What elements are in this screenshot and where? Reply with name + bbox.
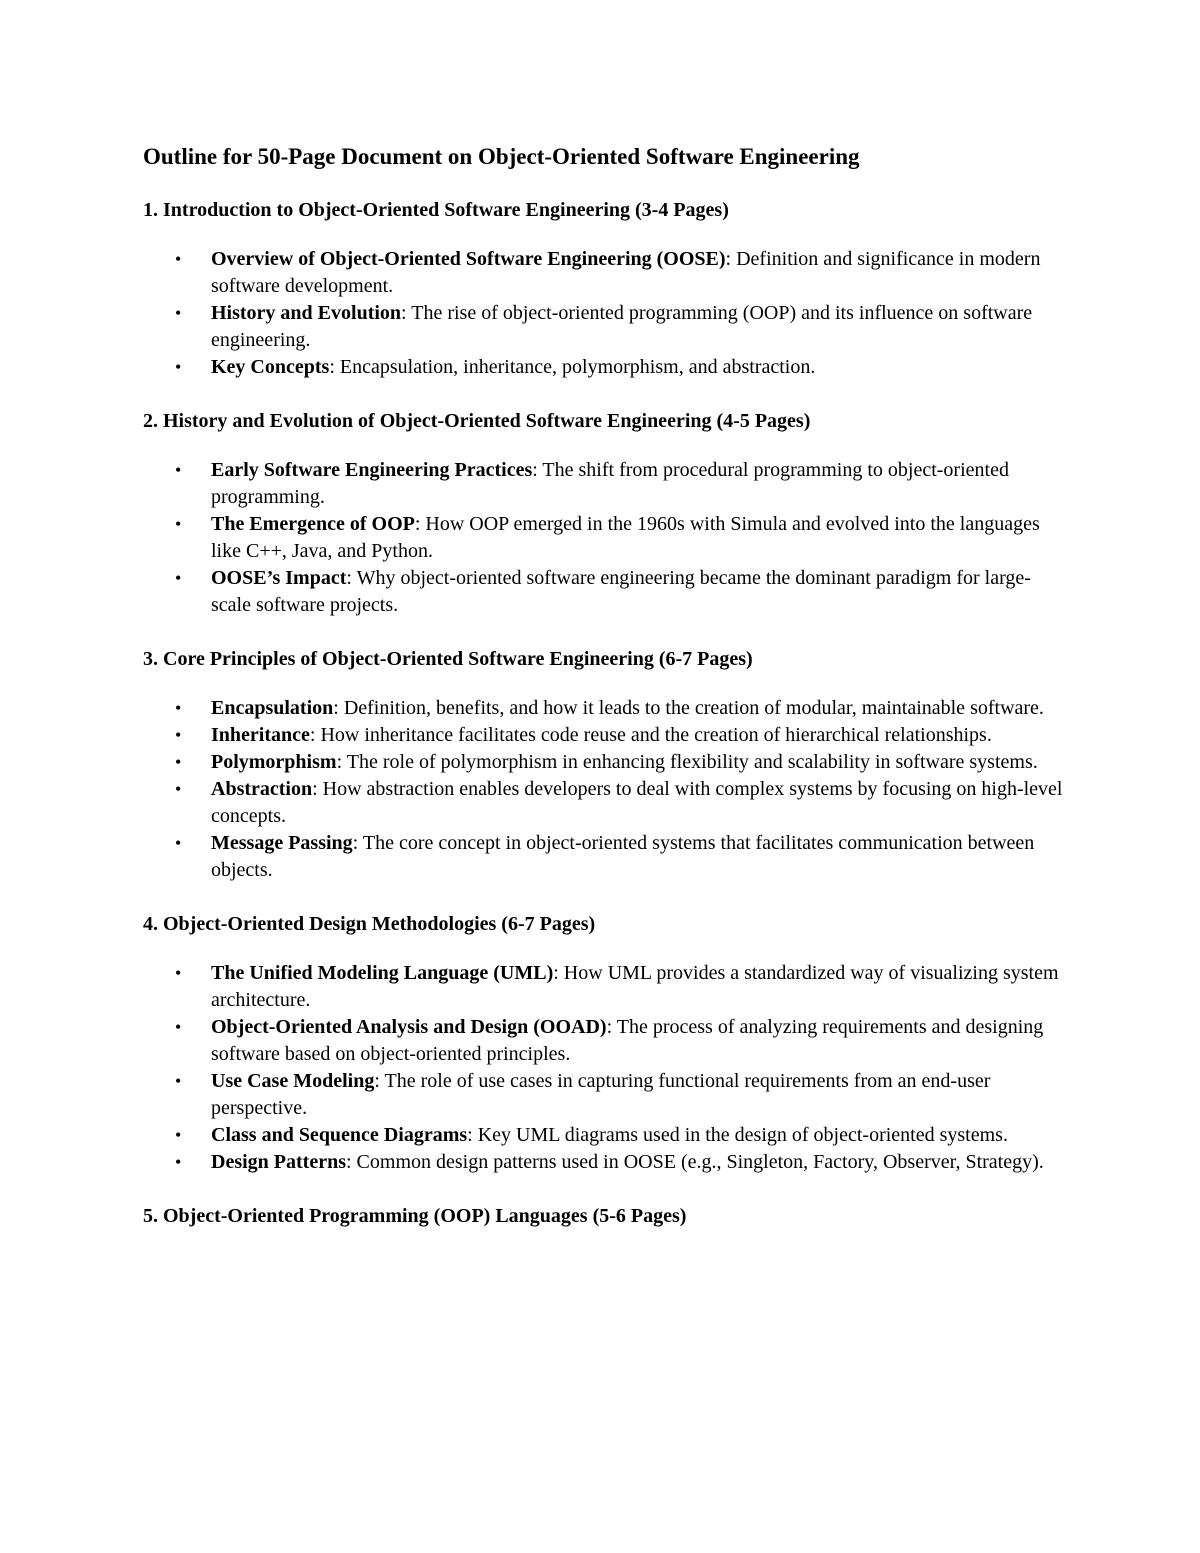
item-description: : Common design patterns used in OOSE (e.g., Singleton, Factory, Observer, Strategy). bbox=[345, 1151, 1044, 1173]
outline-section bbox=[143, 646, 1063, 884]
bullet-list bbox=[143, 457, 1063, 619]
item-term: Class and Sequence Diagrams bbox=[211, 1124, 468, 1146]
item-term: OOSE’s Impact bbox=[211, 567, 347, 589]
item-description: : How OOP emerged in the 1960s with Simula and evolved into the languages like C++, Java, and Python. bbox=[211, 513, 1040, 562]
section-heading: 5. Object-Oriented Programming (OOP) Languages (5-6 Pages) bbox=[143, 1205, 687, 1227]
bullet-icon: • bbox=[175, 1071, 182, 1091]
item-description: : How inheritance facilitates code reuse and the creation of hierarchical relationships. bbox=[309, 724, 992, 746]
item-description: : The process of analyzing requirements and designing software based on object-oriented principles. bbox=[211, 1016, 1044, 1065]
list-item bbox=[143, 749, 1063, 776]
item-description: : The rise of object-oriented programming (OOP) and its influence on software engineering. bbox=[211, 302, 1033, 351]
list-item bbox=[143, 1068, 1063, 1122]
list-item bbox=[143, 1122, 1063, 1149]
item-description: : How UML provides a standardized way of visualizing system architecture. bbox=[211, 962, 1059, 1011]
bullet-icon: • bbox=[175, 303, 182, 323]
section-heading: 3. Core Principles of Object-Oriented Software Engineering (6-7 Pages) bbox=[143, 648, 753, 670]
item-description: : Key UML diagrams used in the design of object-oriented systems. bbox=[467, 1124, 1008, 1146]
list-item bbox=[143, 776, 1063, 830]
item-description: : The shift from procedural programming to object-oriented programming. bbox=[211, 459, 1009, 508]
item-term: Key Concepts bbox=[211, 356, 330, 378]
bullet-icon: • bbox=[175, 1125, 182, 1145]
item-description: : The role of polymorphism in enhancing flexibility and scalability in software systems. bbox=[336, 751, 1038, 773]
item-description: : Definition, benefits, and how it leads to the creation of modular, maintainable software. bbox=[333, 697, 1044, 719]
item-description: : Definition and significance in modern software development. bbox=[211, 248, 1041, 297]
item-description: : How abstraction enables developers to deal with complex systems by focusing on high-level concepts. bbox=[211, 778, 1063, 827]
bullet-list bbox=[143, 246, 1063, 381]
item-term: Message Passing bbox=[211, 832, 353, 854]
bullet-icon: • bbox=[175, 568, 182, 588]
item-term: Encapsulation bbox=[211, 697, 334, 719]
item-term: Abstraction bbox=[211, 778, 313, 800]
item-term: Object-Oriented Analysis and Design (OOAD) bbox=[211, 1016, 607, 1038]
bullet-icon: • bbox=[175, 357, 182, 377]
list-item bbox=[143, 830, 1063, 884]
section-heading: 2. History and Evolution of Object-Oriented Software Engineering (4-5 Pages) bbox=[143, 410, 811, 432]
bullet-icon: • bbox=[175, 514, 182, 534]
list-item bbox=[143, 1014, 1063, 1068]
bullet-icon: • bbox=[175, 833, 182, 853]
outline-section bbox=[143, 408, 1063, 619]
list-item bbox=[143, 246, 1063, 300]
list-item bbox=[143, 511, 1063, 565]
bullet-icon: • bbox=[175, 249, 182, 269]
item-term: Inheritance bbox=[211, 724, 310, 746]
list-item bbox=[143, 722, 1063, 749]
outline-sections bbox=[143, 197, 1063, 1230]
bullet-icon: • bbox=[175, 1017, 182, 1037]
list-item bbox=[143, 457, 1063, 511]
bullet-icon: • bbox=[175, 779, 182, 799]
bullet-icon: • bbox=[175, 1152, 182, 1172]
document-body bbox=[143, 142, 1063, 1252]
bullet-icon: • bbox=[175, 725, 182, 745]
document-title: Outline for 50-Page Document on Object-Oriented Software Engineering bbox=[143, 144, 860, 169]
bullet-icon: • bbox=[175, 752, 182, 772]
bullet-list bbox=[143, 695, 1063, 884]
item-term: Overview of Object-Oriented Software Engineering (OOSE) bbox=[211, 248, 726, 270]
list-item bbox=[143, 960, 1063, 1014]
item-term: Polymorphism bbox=[211, 751, 337, 773]
bullet-icon: • bbox=[175, 460, 182, 480]
outline-section bbox=[143, 911, 1063, 1176]
outline-section bbox=[143, 197, 1063, 381]
item-description: : The core concept in object-oriented systems that facilitates communication between objects. bbox=[211, 832, 1035, 881]
item-term: Design Patterns bbox=[211, 1151, 346, 1173]
list-item bbox=[143, 300, 1063, 354]
list-item bbox=[143, 1149, 1063, 1176]
section-heading: 4. Object-Oriented Design Methodologies (6-7 Pages) bbox=[143, 913, 596, 935]
bullet-list bbox=[143, 960, 1063, 1176]
item-description: : Why object-oriented software engineering became the dominant paradigm for large-scale software projects. bbox=[211, 567, 1031, 616]
item-term: The Unified Modeling Language (UML) bbox=[211, 962, 554, 984]
bullet-icon: • bbox=[175, 963, 182, 983]
list-item bbox=[143, 565, 1063, 619]
item-term: The Emergence of OOP bbox=[211, 513, 415, 535]
item-term: Early Software Engineering Practices bbox=[211, 459, 533, 481]
bullet-icon: • bbox=[175, 698, 182, 718]
outline-section bbox=[143, 1203, 1063, 1230]
list-item bbox=[143, 354, 1063, 381]
item-term: Use Case Modeling bbox=[211, 1070, 375, 1092]
list-item bbox=[143, 695, 1063, 722]
item-description: : Encapsulation, inheritance, polymorphism, and abstraction. bbox=[329, 356, 816, 378]
item-description: : The role of use cases in capturing functional requirements from an end-user perspective. bbox=[211, 1070, 991, 1119]
section-heading: 1. Introduction to Object-Oriented Software Engineering (3-4 Pages) bbox=[143, 199, 729, 221]
item-term: History and Evolution bbox=[211, 302, 402, 324]
